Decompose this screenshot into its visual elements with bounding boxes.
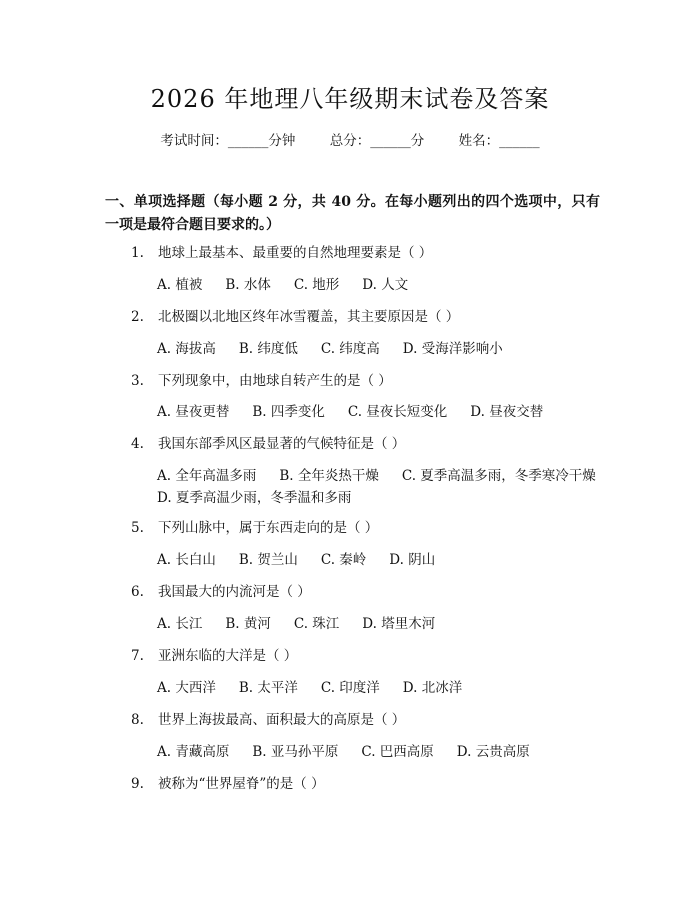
- question-number: 6.: [131, 584, 144, 600]
- question-number: 4.: [131, 436, 144, 452]
- option-d: D. 塔里木河: [362, 616, 436, 632]
- option-a: A. 大西洋: [157, 680, 216, 696]
- question-number: 7.: [131, 648, 144, 664]
- question-4-options: [105, 465, 600, 509]
- option-a: A. 海拔高: [157, 341, 216, 357]
- option-b: B. 贺兰山: [238, 552, 298, 568]
- option-c: C. 巴西高原: [361, 744, 434, 760]
- option-c: C. 昼夜长短变化: [347, 404, 448, 420]
- option-d: D. 云贵高原: [456, 744, 530, 760]
- option-b: B. 四季变化: [252, 404, 325, 420]
- question-text: 北极圈以北地区终年冰雪覆盖，其主要原因是（ ）: [158, 309, 460, 325]
- option-a: A. 长江: [157, 616, 203, 632]
- question-number: 3.: [131, 373, 144, 389]
- question-1: [131, 243, 432, 263]
- option-a: A. 植被: [157, 277, 203, 293]
- option-b: B. 纬度低: [238, 341, 298, 357]
- question-2-options: [157, 339, 526, 359]
- question-text: 世界上海拔最高、面积最大的高原是（ ）: [158, 712, 406, 728]
- option-d: D. 人文: [362, 277, 409, 293]
- option-a: A. 全年高温多雨: [157, 468, 257, 484]
- option-c: C. 纬度高: [320, 341, 380, 357]
- question-4: [131, 434, 405, 454]
- question-text: 下列山脉中，属于东西走向的是（ ）: [158, 520, 379, 536]
- option-c: C. 秦岭: [320, 552, 367, 568]
- option-b: B. 太平洋: [238, 680, 298, 696]
- option-d: D. 北冰洋: [402, 680, 463, 696]
- question-text: 地球上最基本、最重要的自然地理要素是（ ）: [158, 245, 433, 261]
- section-heading-single-choice: 一、单项选择题（每小题 2 分，共 40 分。在每小题列出的四个选项中，只有一项是最符合题目要求的。）: [105, 194, 600, 233]
- total-score-field: 总分：______分: [329, 133, 425, 149]
- option-d: D. 昼夜交替: [470, 404, 544, 420]
- question-6: [131, 582, 311, 602]
- question-text: 我国最大的内流河是（ ）: [158, 584, 311, 600]
- page-title: 2026 年地理八年级期末试卷及答案: [150, 85, 550, 113]
- option-b: B. 亚马孙平原: [252, 744, 339, 760]
- question-5: [131, 518, 378, 538]
- option-a: A. 长白山: [157, 552, 216, 568]
- question-6-options: [157, 614, 458, 634]
- exam-time-field: 考试时间：______分钟: [160, 133, 296, 149]
- question-number: 5.: [131, 520, 144, 536]
- option-d: D. 夏季高温少雨，冬季温和多雨: [157, 490, 352, 506]
- question-5-options: [157, 550, 458, 570]
- option-c: C. 地形: [293, 277, 340, 293]
- question-number: 2.: [131, 309, 144, 325]
- question-text: 下列现象中，由地球自转产生的是（ ）: [158, 373, 392, 389]
- question-text: 被称为“世界屋脊”的是（ ）: [158, 776, 325, 792]
- question-number: 8.: [131, 712, 144, 728]
- option-c: C. 珠江: [293, 616, 340, 632]
- question-7-options: [157, 678, 485, 698]
- question-8-options: [157, 742, 553, 762]
- question-3-options: [157, 402, 566, 422]
- question-7: [131, 646, 297, 666]
- question-text: 我国东部季风区最显著的气候特征是（ ）: [158, 436, 406, 452]
- exam-info-line: [0, 131, 700, 151]
- question-text: 亚洲东临的大洋是（ ）: [158, 648, 298, 664]
- question-9: [131, 774, 325, 794]
- student-name-field: 姓名：______: [458, 133, 540, 149]
- option-d: D. 阴山: [389, 552, 436, 568]
- option-c: C. 夏季高温多雨，冬季寒冷干燥: [401, 468, 596, 484]
- question-1-options: [157, 275, 431, 295]
- question-8: [131, 710, 405, 730]
- option-b: B. 水体: [225, 277, 271, 293]
- option-a: A. 昼夜更替: [157, 404, 230, 420]
- option-d: D. 受海洋影响小: [402, 341, 503, 357]
- option-a: A. 青藏高原: [157, 744, 230, 760]
- option-b: B. 全年炎热干燥: [279, 468, 379, 484]
- question-3: [131, 371, 392, 391]
- option-b: B. 黄河: [225, 616, 271, 632]
- question-number: 9.: [131, 776, 144, 792]
- option-c: C. 印度洋: [320, 680, 380, 696]
- question-2: [131, 307, 459, 327]
- question-number: 1.: [131, 245, 144, 261]
